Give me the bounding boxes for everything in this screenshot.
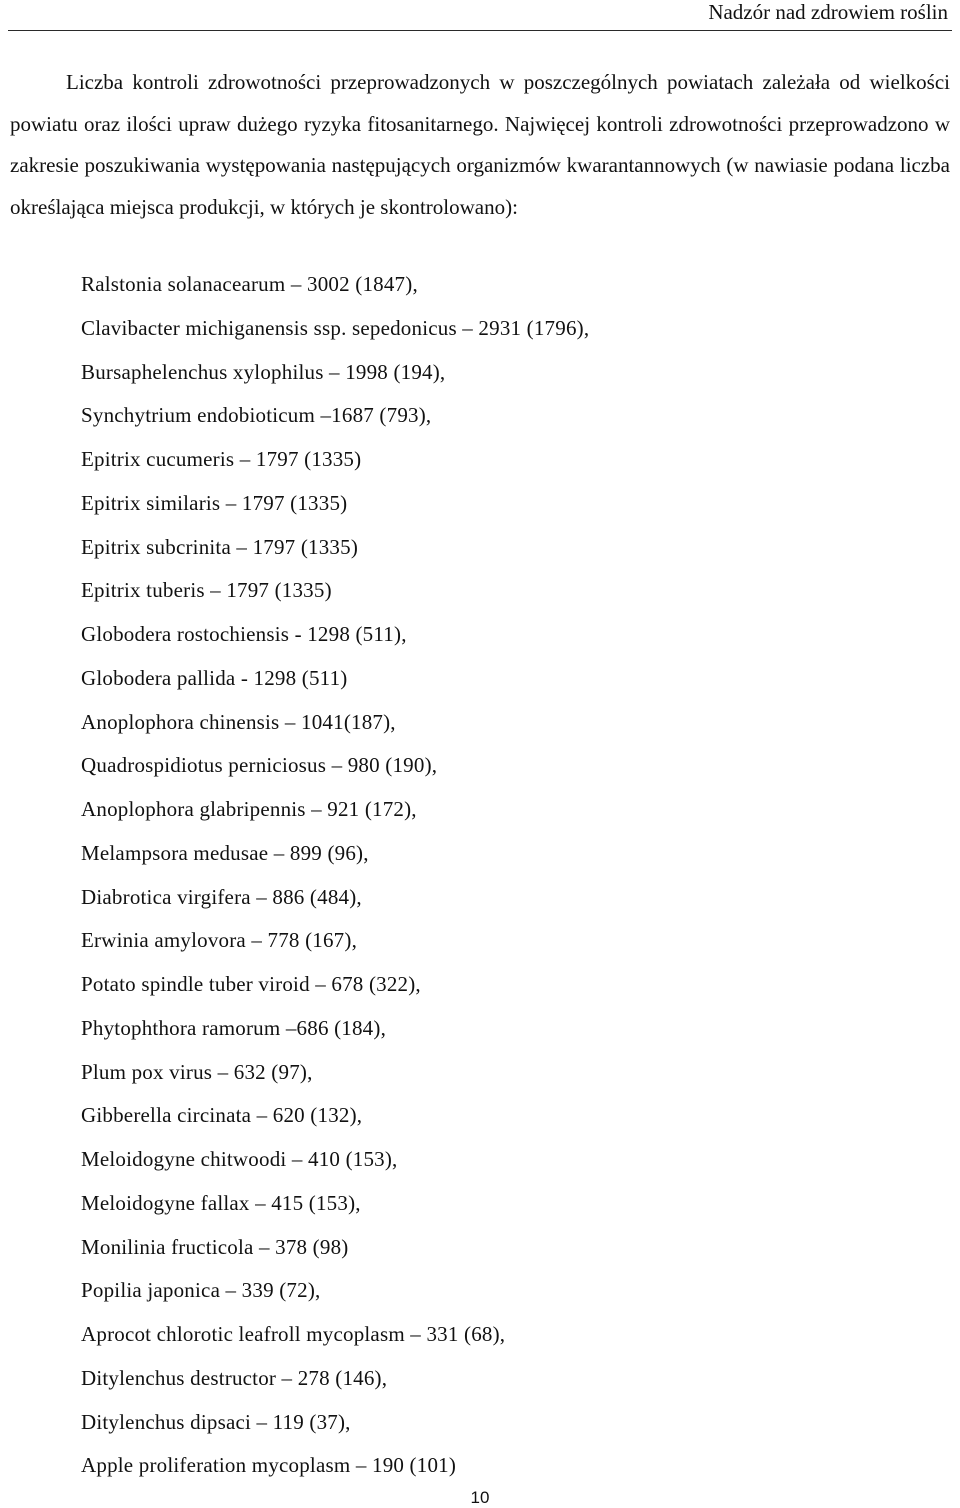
- quarantine-organism-list: [81, 263, 941, 1488]
- list-item: Ditylenchus destructor – 278 (146),: [81, 1365, 388, 1390]
- list-item: Epitrix tuberis – 1797 (1335): [81, 578, 332, 603]
- list-item: Ditylenchus dipsaci – 119 (37),: [81, 1409, 351, 1434]
- list-item: Clavibacter michiganensis ssp. sepedonicus – 2931 (1796),: [81, 315, 590, 340]
- list-item: Epitrix cucumeris – 1797 (1335): [81, 447, 362, 471]
- list-item: Apple proliferation mycoplasm – 190 (101): [81, 1453, 457, 1478]
- list-item: Erwinia amylovora – 778 (167),: [81, 928, 358, 953]
- list-item: Ralstonia solanacearum – 3002 (1847),: [81, 272, 418, 296]
- list-item: Potato spindle tuber viroid – 678 (322),: [81, 972, 421, 996]
- running-header: [0, 0, 960, 33]
- list-item: Anoplophora glabripennis – 921 (172),: [81, 797, 417, 821]
- running-header-title: Nadzór nad zdrowiem roślin: [708, 0, 948, 24]
- list-item: Globodera pallida - 1298 (511): [81, 665, 348, 690]
- list-item: Epitrix similaris – 1797 (1335): [81, 490, 348, 515]
- list-item: Bursaphelenchus xylophilus – 1998 (194),: [81, 359, 446, 384]
- list-item: Monilinia fructicola – 378 (98): [81, 1234, 349, 1259]
- list-item: Meloidogyne chitwoodi – 410 (153),: [81, 1147, 398, 1171]
- list-item: Epitrix subcrinita – 1797 (1335): [81, 534, 359, 559]
- list-item: Melampsora medusae – 899 (96),: [81, 840, 369, 865]
- page-number: 10: [470, 1488, 490, 1507]
- list-item: Gibberella circinata – 620 (132),: [81, 1103, 363, 1128]
- intro-paragraph: Liczba kontroli zdrowotności przeprowadzonych w poszczególnych powiatach zależała od wielkości powiatu oraz ilości upraw dużego ryzyka fitosanitarnego. Najwięcej kontroli zdrowotności przeprowadzono w zakresie poszukiwania występowania następujących organizmów kwarantannowych (w nawiasie podana liczba określająca miejsca produkcji, w których je skontrolowano):: [10, 70, 950, 220]
- header-divider: [8, 30, 952, 31]
- list-item: Anoplophora chinensis – 1041(187),: [81, 709, 396, 734]
- list-item: Plum pox virus – 632 (97),: [81, 1059, 313, 1084]
- list-item: Aprocot chlorotic leafroll mycoplasm – 331 (68),: [81, 1322, 506, 1346]
- list-item: Quadrospidiotus perniciosus – 980 (190),: [81, 753, 438, 778]
- list-item: Globodera rostochiensis - 1298 (511),: [81, 622, 407, 646]
- list-item: Meloidogyne fallax – 415 (153),: [81, 1190, 361, 1215]
- list-item: Diabrotica virgifera – 886 (484),: [81, 884, 362, 909]
- list-item: Synchytrium endobioticum –1687 (793),: [81, 403, 432, 428]
- list-item: Phytophthora ramorum –686 (184),: [81, 1015, 387, 1040]
- list-item: Popilia japonica – 339 (72),: [81, 1278, 321, 1303]
